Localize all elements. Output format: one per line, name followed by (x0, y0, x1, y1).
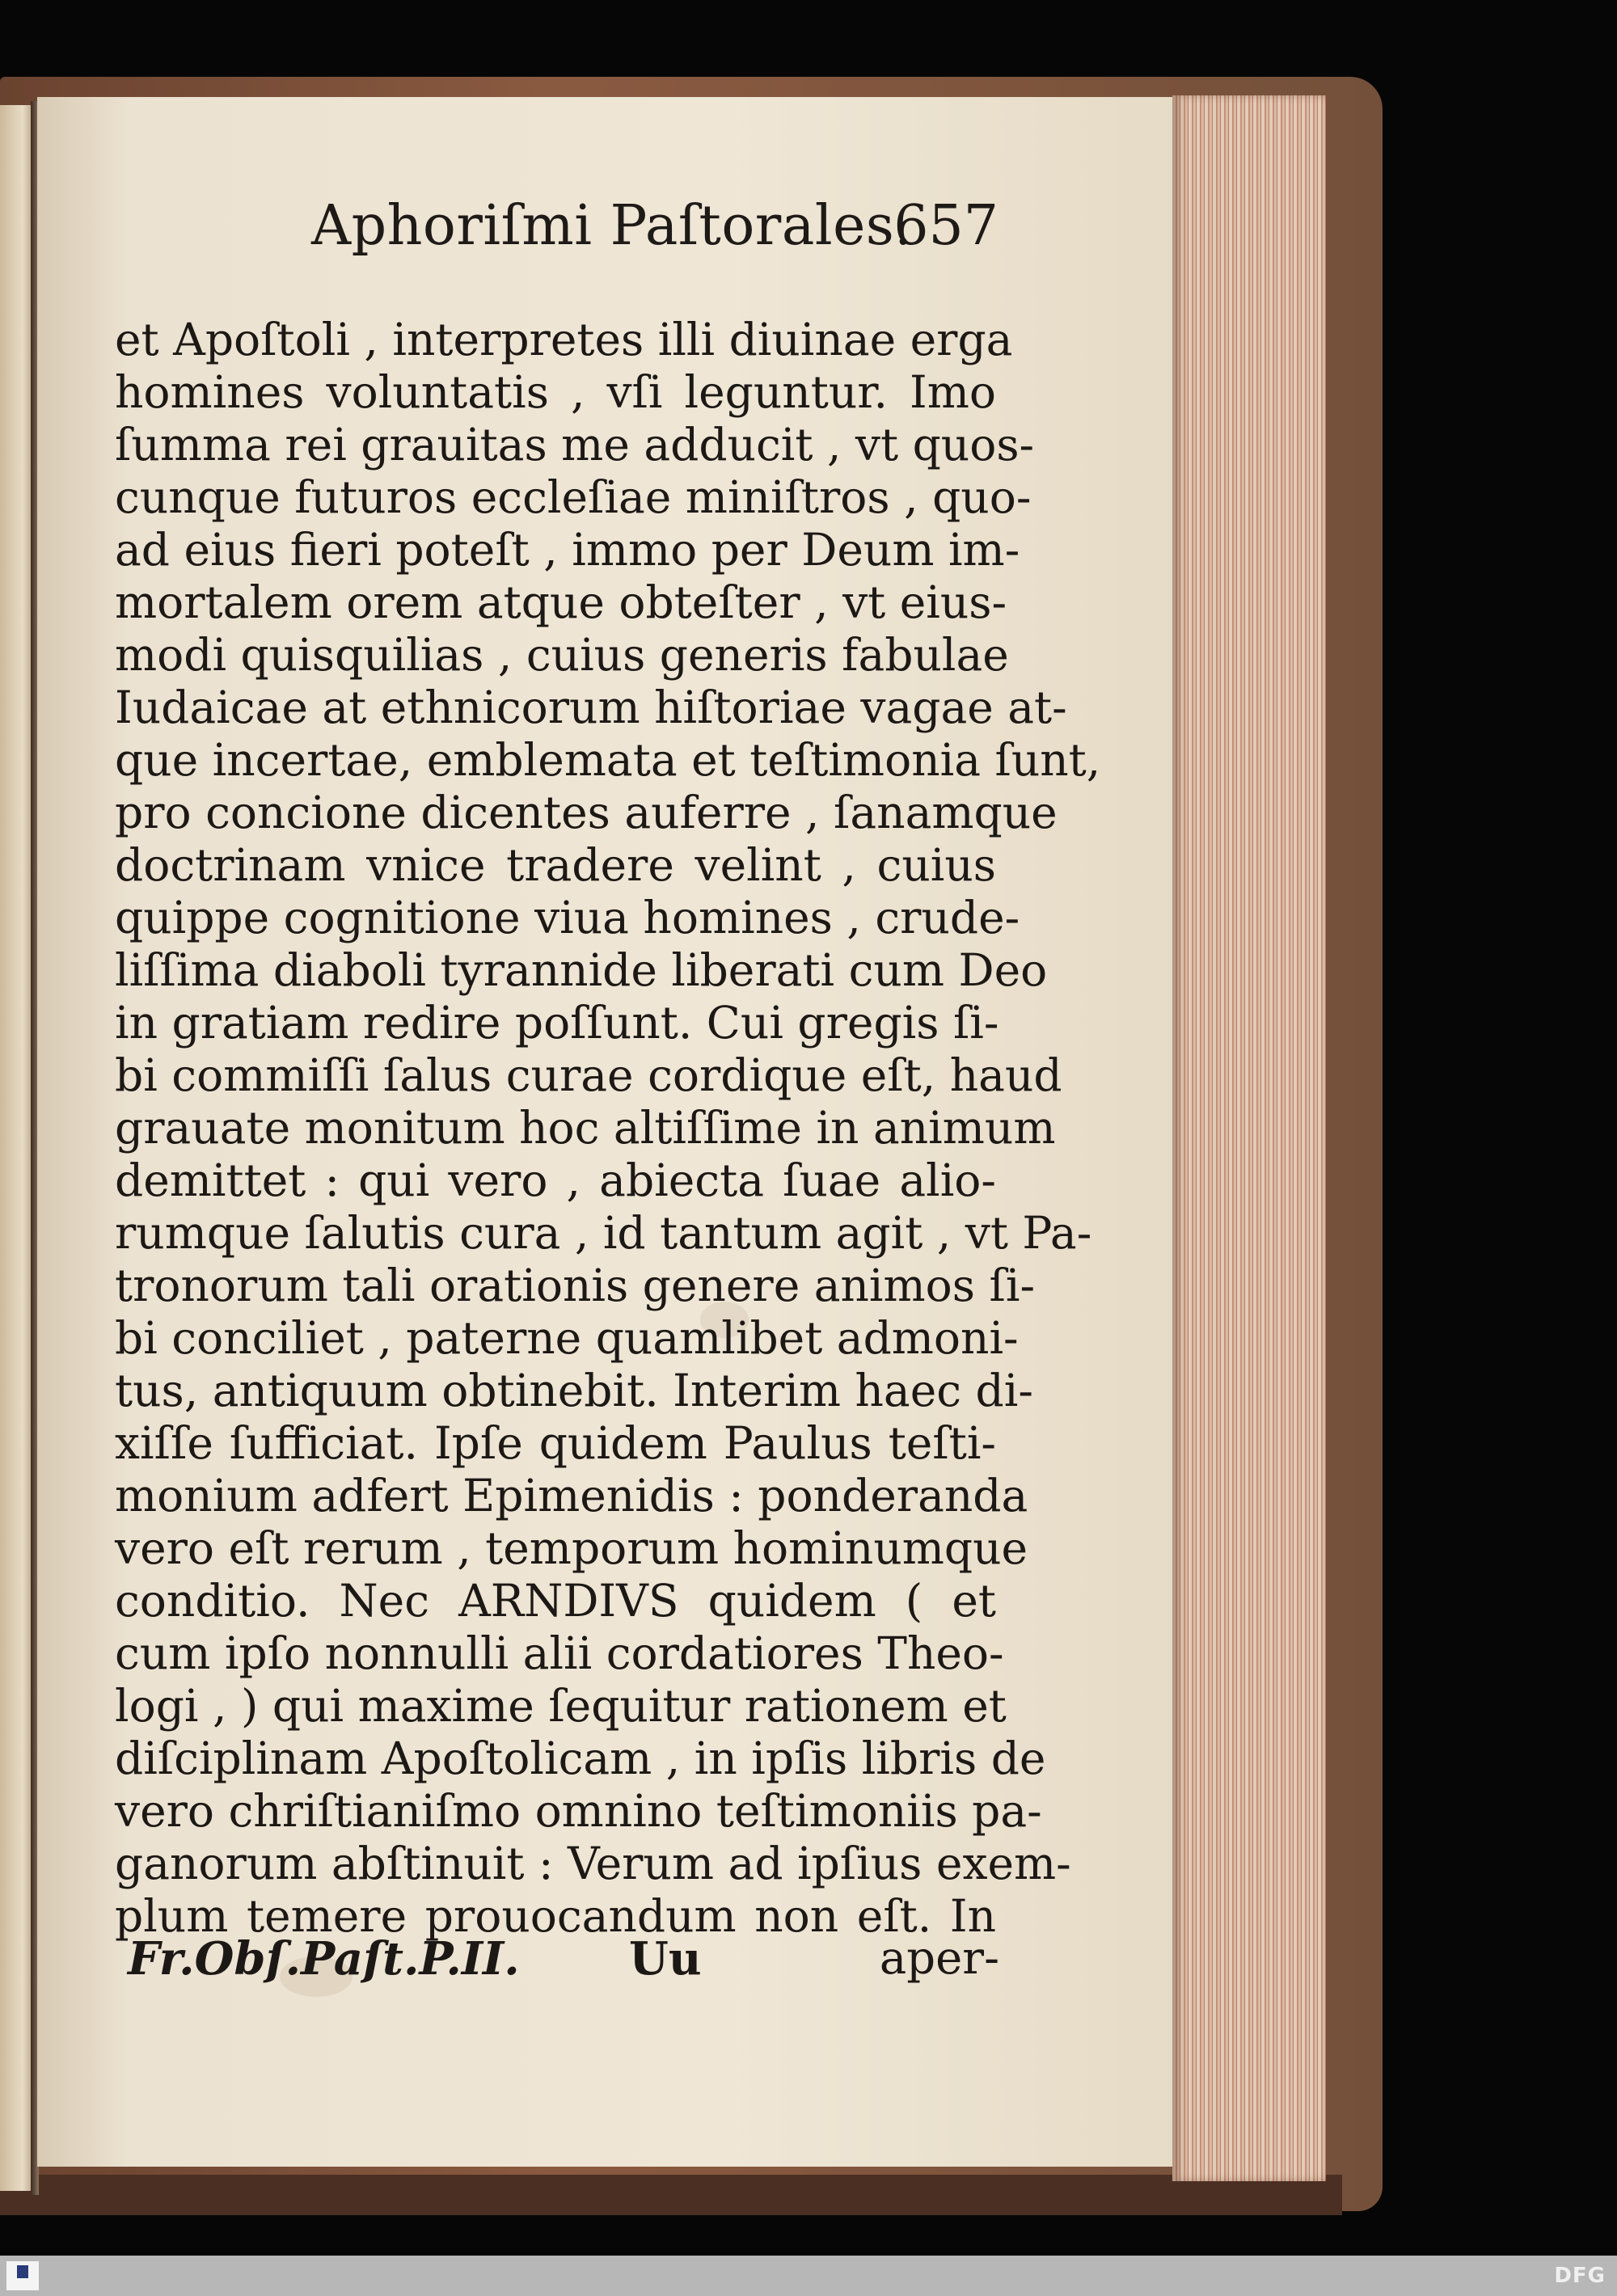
text-line: cum ipſo nonnulli alii cordatiores Theo- (115, 1627, 1004, 1679)
text-line: quippe cognitione viua homines , crude- (115, 892, 1020, 943)
page-footer (128, 1932, 999, 1993)
library-logo-icon (6, 2261, 39, 2290)
text-line: tronorum tali orationis genere animos ſi- (115, 1260, 1036, 1311)
book-cover-bottom (0, 2175, 1342, 2215)
gathering-mark: Uu (629, 1932, 702, 1986)
text-line: cunque futuros eccleſiae miniſtros , quo- (115, 471, 1032, 523)
text-line: tus, antiquum obtinebit. Interim haec di- (115, 1365, 1033, 1416)
previous-page-edge (0, 105, 32, 2191)
library-mark-icon (17, 2265, 28, 2278)
text-line: pro concione dicentes auferre , ſanamque (115, 787, 1058, 838)
text-line: grauate monitum hoc altiſſime in animum (115, 1102, 1056, 1154)
text-line: diſciplinam Apoſtolicam , in ipſis libris de (115, 1733, 1046, 1784)
text-line: demittet : qui vero , abiecta ſuae alio- (115, 1154, 996, 1206)
signature-mark: Fr.Obſ.Paſt.P.II. (128, 1932, 520, 1986)
text-line: ſumma rei grauitas me adducit , vt quos- (115, 419, 1035, 471)
text-line: ganorum abſtinuit : Verum ad ipſius exem- (115, 1838, 1071, 1889)
page-number: 657 (893, 194, 998, 258)
text-line: bi conciliet , paterne quamlibet admoni- (115, 1312, 1019, 1364)
body-text (115, 314, 1101, 1943)
viewer-bottom-bar (0, 2256, 1617, 2296)
text-line: vero chriſtianiſmo omnino teſtimoniis pa- (115, 1785, 1042, 1837)
text-line: ad eius fieri poteſt , immo per Deum im- (115, 524, 1020, 576)
text-line: plum temere prouocandum non eſt. In (115, 1890, 996, 1942)
dfg-logo: DFG (1554, 2264, 1606, 2288)
text-line: liſſima diaboli tyrannide liberati cum Deo (115, 944, 1048, 996)
text-line: in gratiam redire poſſunt. Cui gregis ſi- (115, 997, 999, 1049)
text-line: doctrinam vnice tradere velint , cuius (115, 839, 996, 891)
text-line: conditio. Nec ARNDIVS quidem ( et (115, 1575, 996, 1627)
text-line: que incertae, emblemata et teſtimonia ſunt, (115, 734, 1101, 786)
catchword: aper- (879, 1932, 999, 1985)
text-line: xiſſe ſufficiat. Ipſe quidem Paulus teſti- (115, 1417, 996, 1469)
text-line: homines voluntatis , vſi leguntur. Imo (115, 366, 996, 418)
text-line: vero eſt rerum , temporum hominumque (115, 1522, 1028, 1574)
page-header (121, 194, 998, 267)
text-line: rumque ſalutis cura , id tantum agit , vt Pa- (115, 1207, 1092, 1259)
text-line: Iudaicae at ethnicorum hiſtoriae vagae at- (115, 682, 1067, 733)
page-fore-edge (1172, 95, 1326, 2181)
text-line: modi quisquilias , cuius generis fabulae (115, 629, 1009, 681)
running-title: Aphoriſmi Paſtorales. (311, 194, 913, 258)
text-line: et Apoſtoli , interpretes illi diuinae erga (115, 314, 1013, 365)
text-line: bi commiſſi ſalus curae cordique eſt, haud (115, 1049, 1062, 1101)
text-line: mortalem orem atque obteſter , vt eius- (115, 576, 1007, 628)
text-line: monium adfert Epimenidis : ponderanda (115, 1470, 1028, 1522)
text-line: logi , ) qui maxime ſequitur rationem et (115, 1680, 1007, 1732)
